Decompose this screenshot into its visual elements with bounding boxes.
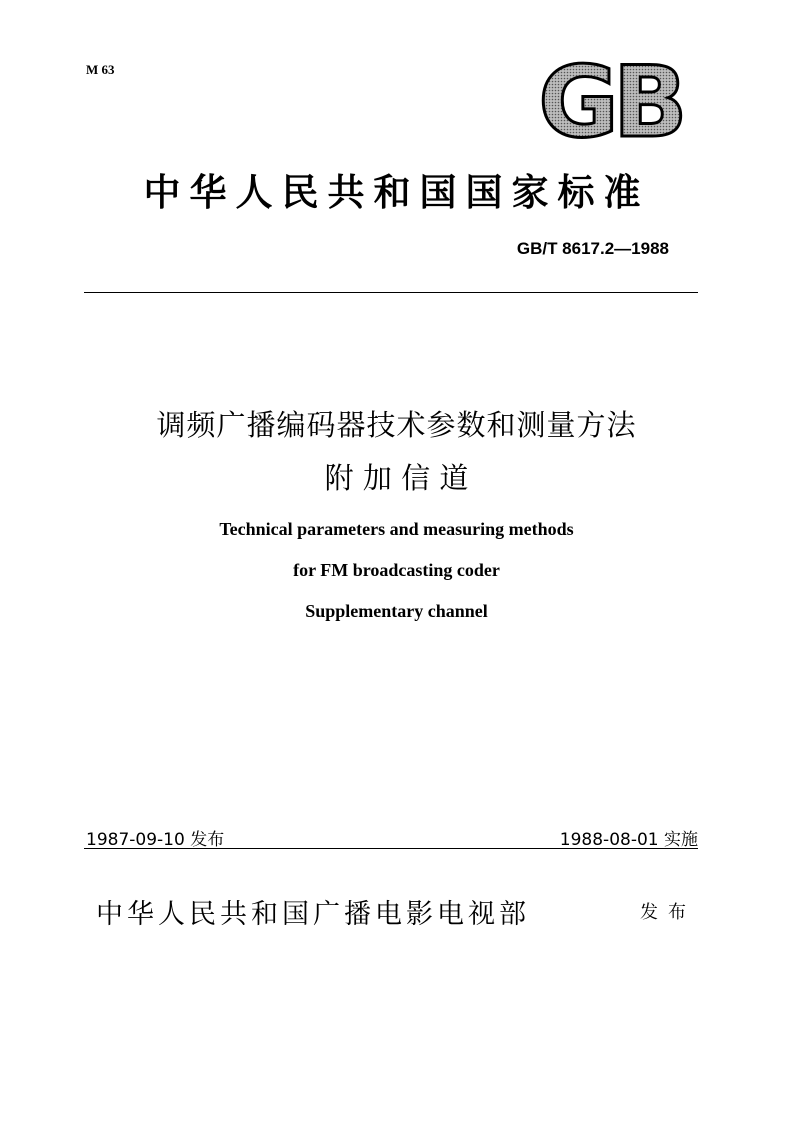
standard-title: 中华人民共和国国家标准 (143, 171, 650, 214)
issuing-action: 发布 (640, 902, 696, 923)
svg-text:GB: GB (538, 56, 682, 144)
classification-code: M 63 (86, 62, 115, 77)
title-english-line-3: Supplementary channel (305, 601, 488, 621)
implementation-date: 1988-08-01 实施 (559, 830, 698, 850)
standard-number: GB/T 8617.2—1988 (516, 239, 669, 258)
title-english-line-1: Technical parameters and measuring methods (219, 519, 574, 539)
title-chinese: 调频广播编码器技术参数和测量方法 (156, 408, 637, 442)
title-english-line-2: for FM broadcasting coder (293, 560, 500, 580)
issuing-authority: 中华人民共和国广播电影电视部 (96, 899, 530, 930)
subtitle-chinese: 附 加 信 道 (324, 461, 469, 495)
issue-date: 1987-09-10 发布 (86, 830, 225, 850)
gb-logo (530, 56, 690, 144)
dates-divider (84, 848, 698, 849)
top-divider (84, 292, 698, 293)
